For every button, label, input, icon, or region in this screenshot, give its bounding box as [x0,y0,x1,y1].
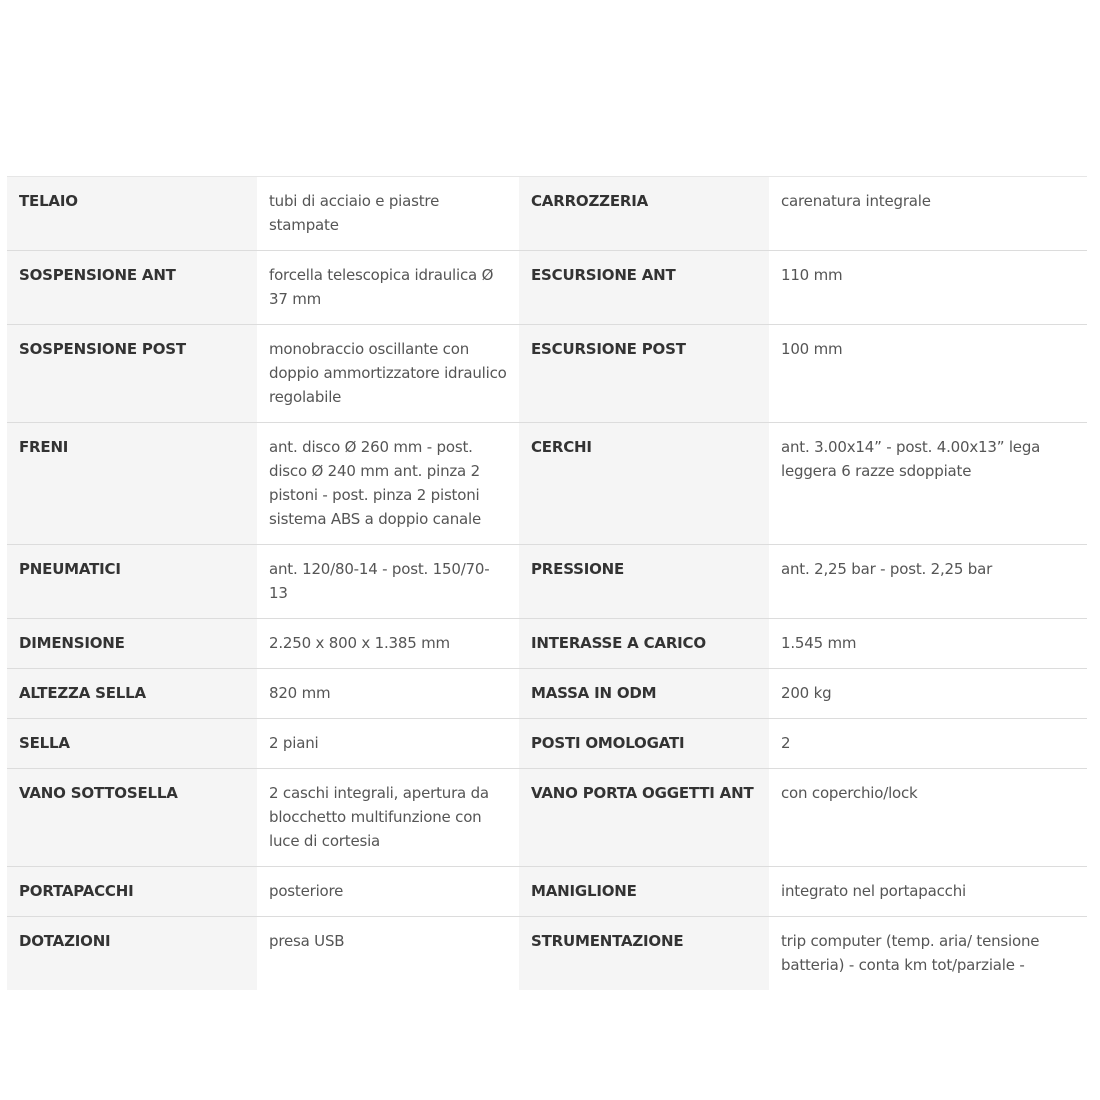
spec-label: DOTAZIONI [7,917,257,991]
table-row [7,867,1087,917]
spec-label: CARROZZERIA [519,177,769,251]
spec-label: STRUMENTAZIONE [519,917,769,991]
table-row [7,669,1087,719]
table-row [7,917,1087,991]
spec-label: SELLA [7,719,257,769]
spec-label: VANO SOTTOSELLA [7,769,257,867]
table-row [7,545,1087,619]
table-row [7,325,1087,423]
spec-label: MASSA IN ODM [519,669,769,719]
table-row [7,423,1087,545]
spec-table-body [7,177,1087,991]
spec-value: 200 kg [769,669,1087,719]
spec-value: carenatura integrale [769,177,1087,251]
table-row [7,769,1087,867]
spec-label: MANIGLIONE [519,867,769,917]
spec-value: 1.545 mm [769,619,1087,669]
spec-value: 110 mm [769,251,1087,325]
spec-value: forcella telescopica idraulica Ø 37 mm [257,251,519,325]
spec-label: ESCURSIONE ANT [519,251,769,325]
spec-value: 820 mm [257,669,519,719]
spec-label: VANO PORTA OGGETTI ANT [519,769,769,867]
spec-value: 2.250 x 800 x 1.385 mm [257,619,519,669]
spec-label: POSTI OMOLOGATI [519,719,769,769]
spec-value: presa USB [257,917,519,991]
spec-value: con coperchio/lock [769,769,1087,867]
spec-value: 100 mm [769,325,1087,423]
spec-label: ALTEZZA SELLA [7,669,257,719]
spec-label: CERCHI [519,423,769,545]
spec-value: tubi di acciaio e piastre stampate [257,177,519,251]
spec-label: SOSPENSIONE POST [7,325,257,423]
table-row [7,177,1087,251]
table-row [7,619,1087,669]
spec-value: ant. 2,25 bar - post. 2,25 bar [769,545,1087,619]
spec-value: monobraccio oscillante con doppio ammortizzatore idraulico regolabile [257,325,519,423]
spec-value: integrato nel portapacchi [769,867,1087,917]
spec-label: INTERASSE A CARICO [519,619,769,669]
spec-label: FRENI [7,423,257,545]
spec-value: 2 [769,719,1087,769]
spec-label: PRESSIONE [519,545,769,619]
spec-value: posteriore [257,867,519,917]
spec-label: DIMENSIONE [7,619,257,669]
spec-label: SOSPENSIONE ANT [7,251,257,325]
spec-value: 2 piani [257,719,519,769]
spec-value: ant. disco Ø 260 mm - post. disco Ø 240 mm ant. pinza 2 pistoni - post. pinza 2 pistoni sistema ABS a doppio canale [257,423,519,545]
spec-value: trip computer (temp. aria/ tensione batteria) - conta km tot/parziale - [769,917,1087,991]
spec-label: ESCURSIONE POST [519,325,769,423]
spec-label: TELAIO [7,177,257,251]
spec-value: ant. 3.00x14” - post. 4.00x13” lega leggera 6 razze sdoppiate [769,423,1087,545]
spec-label: PNEUMATICI [7,545,257,619]
table-row [7,719,1087,769]
spec-value: 2 caschi integrali, apertura da blocchetto multifunzione con luce di cortesia [257,769,519,867]
spec-table [7,176,1087,990]
spec-value: ant. 120/80-14 - post. 150/70-13 [257,545,519,619]
spec-label: PORTAPACCHI [7,867,257,917]
table-row [7,251,1087,325]
